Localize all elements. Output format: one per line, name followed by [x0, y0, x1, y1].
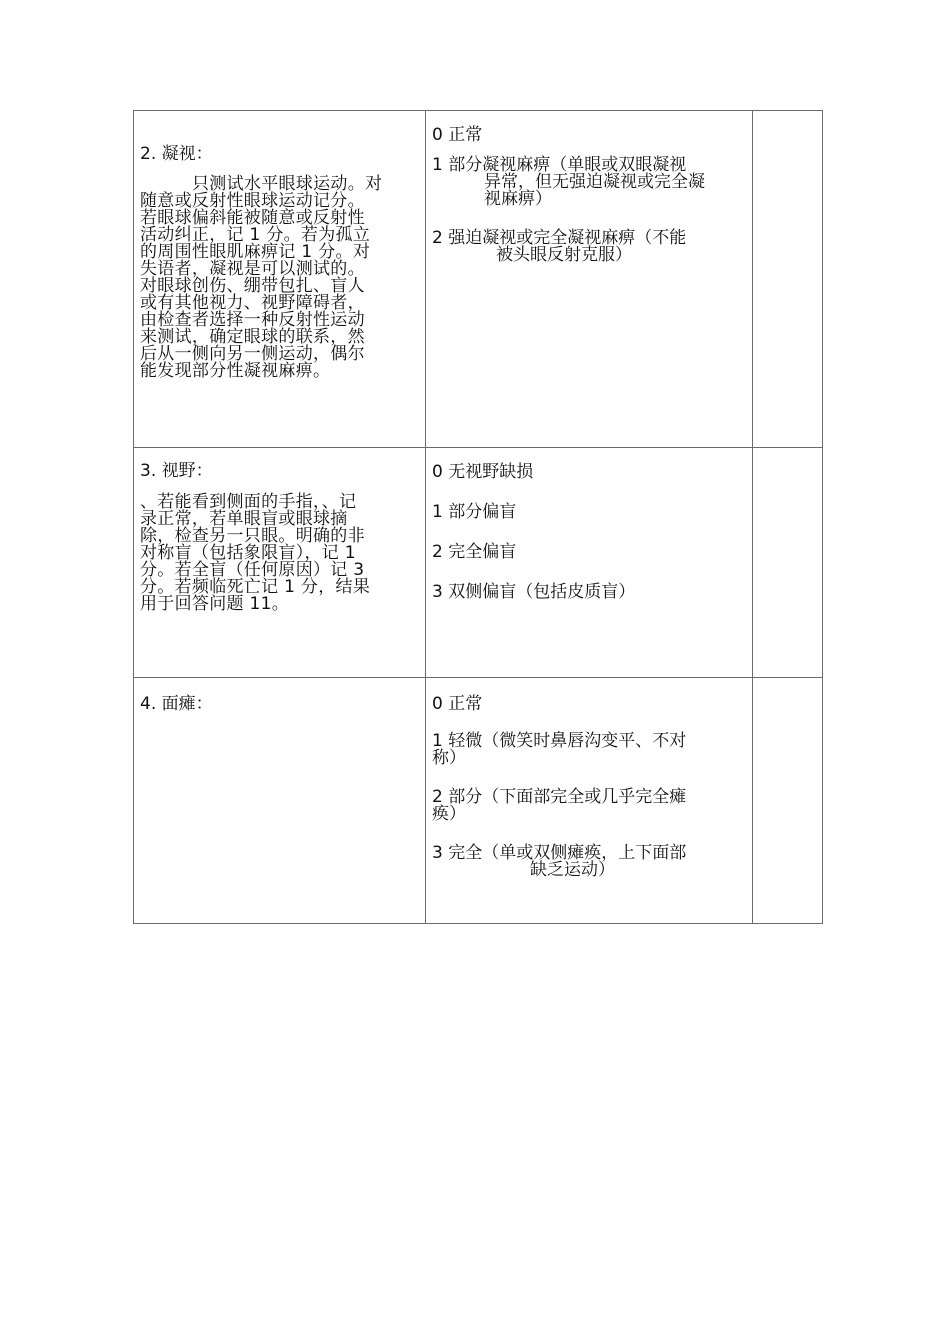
- score-option: 0 正常: [432, 125, 483, 145]
- score-cell: [426, 111, 753, 448]
- table-row: [134, 448, 823, 678]
- score-option: 3 完全（单或双侧瘫痪，上下面部 缺乏运动）: [432, 843, 687, 880]
- score-option: 1 轻微（微笑时鼻唇沟变平、不对 称）: [432, 731, 687, 768]
- score-option: 1 部分凝视麻痹（单眼或双眼凝视 异常，但无强迫凝视或完全凝 视麻痹）: [432, 155, 705, 209]
- item-title: 4. 面瘫：: [140, 694, 213, 714]
- score-option: 2 强迫凝视或完全凝视麻痹（不能 被头眼反射克服）: [432, 228, 687, 265]
- item-title: 3. 视野：: [140, 461, 213, 481]
- score-option: 2 完全偏盲: [432, 542, 517, 562]
- table-row: [134, 111, 823, 448]
- nihss-scale-table: [133, 110, 823, 924]
- result-cell: [753, 111, 823, 448]
- table-row: [134, 678, 823, 924]
- item-description: 、若能看到侧面的手指，、记 录正常，若单眼盲或眼球摘 除，检查另一只眼。明确的非 对称盲（包括象限盲），记 1 分。若全盲（任何原因）记 3 分。若频临死亡记 1 分，结果 用于回答问题 11。: [140, 492, 371, 614]
- score-cell: [426, 448, 753, 678]
- item-description: 只测试水平眼球运动。对 随意或反射性眼球运动记分。 若眼球偏斜能被随意或反射性 活动纠正，记 1 分。若为孤立 的周围性眼肌麻痹记 1 分。对 失语者，凝视是可以测试的。 对眼球创伤、绷带包扎、盲人 或有其他视力、视野障碍者， 由检查者选择一种反射性运动 来测试，确定眼球的联系，然 后从一侧向另一侧运动，偶尔 能发现部分性凝视麻痹。: [140, 174, 383, 381]
- result-cell: [753, 678, 823, 924]
- item-title: 2. 凝视：: [140, 144, 213, 164]
- score-option: 3 双侧偏盲（包括皮质盲）: [432, 582, 636, 602]
- item-cell: [134, 111, 426, 448]
- item-cell: [134, 448, 426, 678]
- score-option: 0 正常: [432, 694, 483, 714]
- score-option: 2 部分（下面部完全或几乎完全瘫 痪）: [432, 787, 687, 824]
- item-cell: [134, 678, 426, 924]
- result-cell: [753, 448, 823, 678]
- score-cell: [426, 678, 753, 924]
- score-option: 0 无视野缺损: [432, 462, 534, 482]
- score-option: 1 部分偏盲: [432, 502, 517, 522]
